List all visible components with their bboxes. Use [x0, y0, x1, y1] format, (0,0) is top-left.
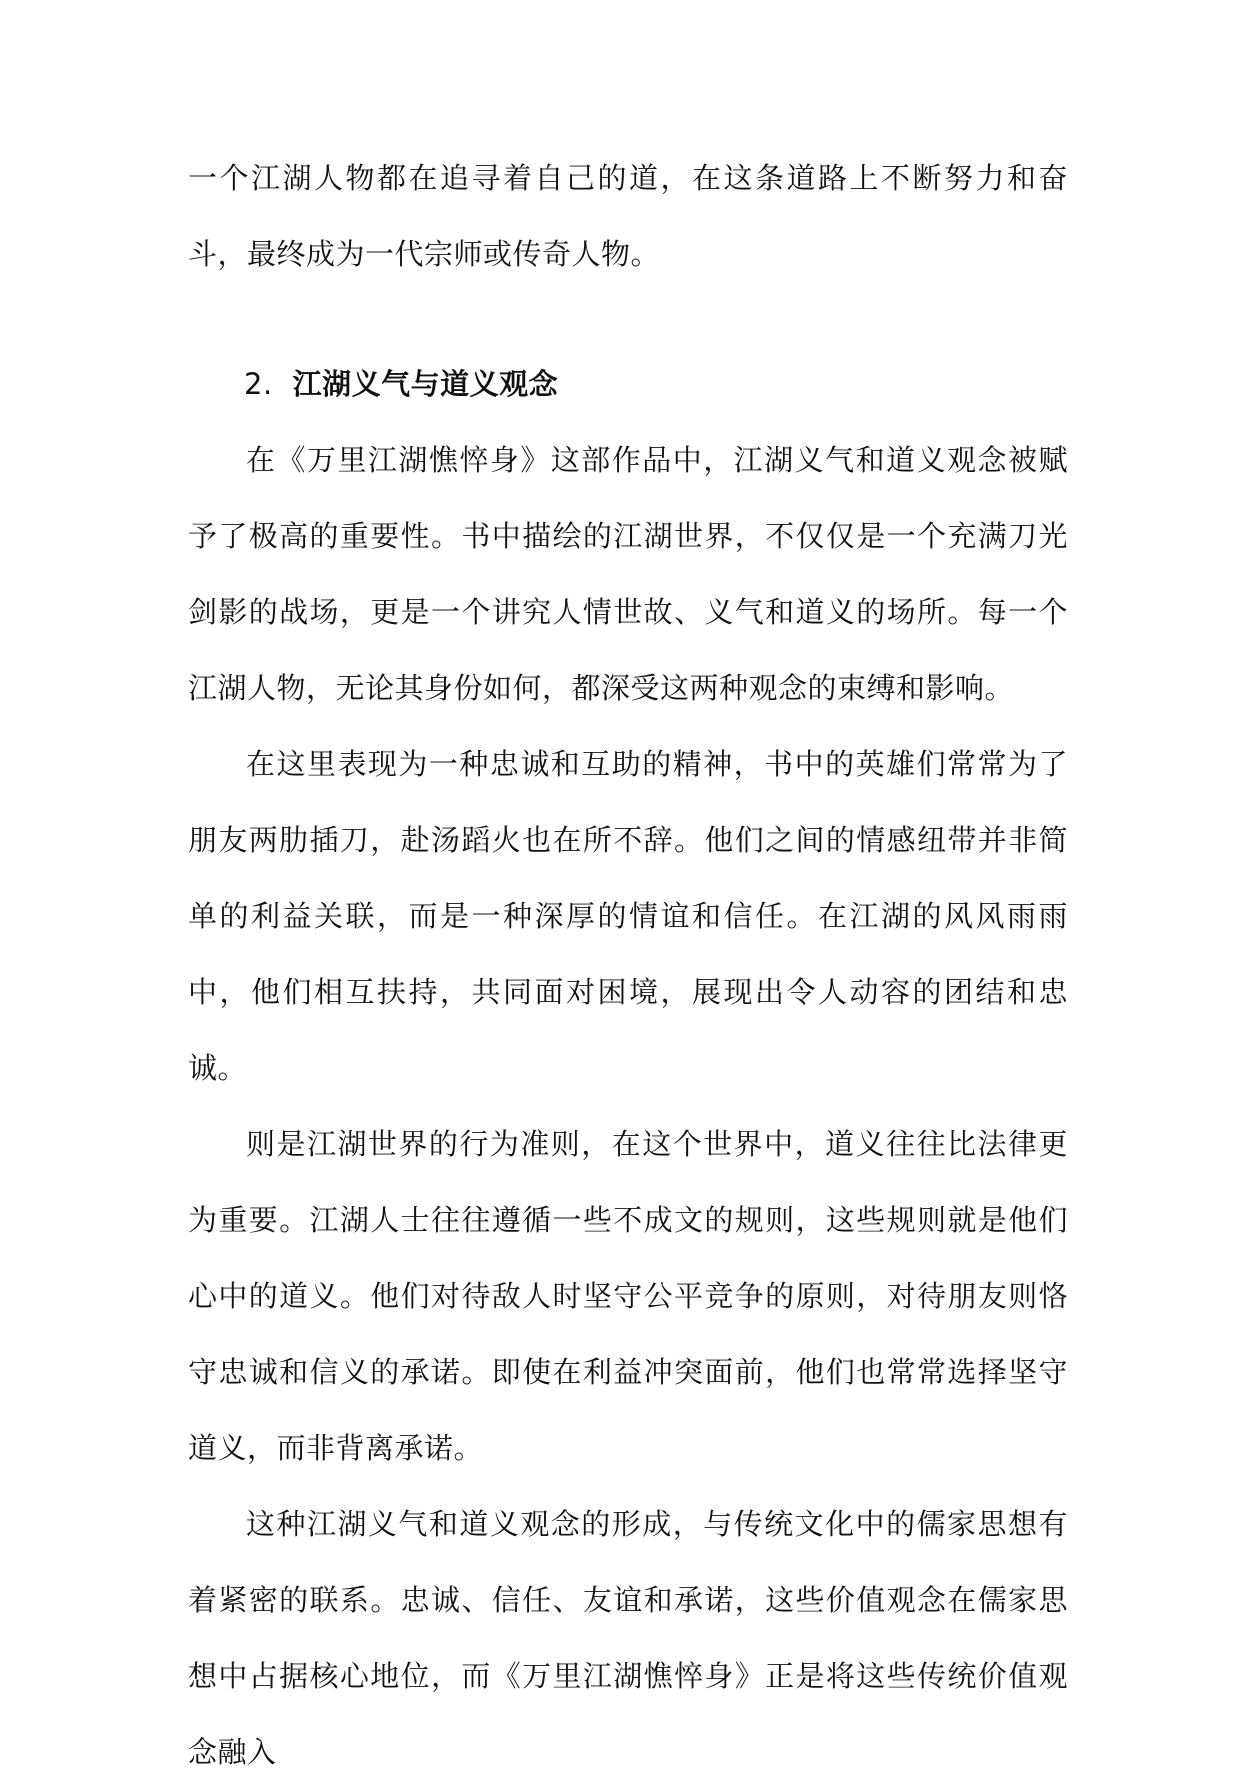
body-paragraph-1: 在《万里江湖憔悴身》这部作品中，江湖义气和道义观念被赋予了极高的重要性。书中描绘的江湖世界，不仅仅是一个充满刀光剑影的战场，更是一个讲究人情世故、义气和道义的场所。每一个江湖人物，无论其身份如何，都深受这两种观念的束缚和影响。	[188, 443, 1068, 705]
page-body	[188, 140, 1068, 1790]
body-paragraph-2: 在这里表现为一种忠诚和互助的精神，书中的英雄们常常为了朋友两肋插刀，赴汤蹈火也在所不辞。他们之间的情感纽带并非简单的利益关联，而是一种深厚的情谊和信任。在江湖的风风雨雨中，他们相互扶持，共同面对困境，展现出令人动容的团结和忠诚。	[188, 747, 1068, 1085]
continuation-paragraph: 一个江湖人物都在追寻着自己的道，在这条道路上不断努力和奋斗，最终成为一代宗师或传奇人物。	[188, 161, 1068, 271]
section-title: 江湖义气与道义观念	[292, 367, 559, 401]
section-number: 2.	[244, 367, 273, 401]
body-paragraph-4: 这种江湖义气和道义观念的形成，与传统文化中的儒家思想有着紧密的联系。忠诚、信任、友谊和承诺，这些价值观念在儒家思想中占据核心地位，而《万里江湖憔悴身》正是将这些传统价值观念融入	[188, 1507, 1068, 1769]
section-heading	[188, 346, 1068, 422]
body-paragraph-3: 则是江湖世界的行为准则，在这个世界中，道义往往比法律更为重要。江湖人士往往遵循一些不成文的规则，这些规则就是他们心中的道义。他们对待敌人时坚守公平竞争的原则，对待朋友则恪守忠诚和信义的承诺。即使在利益冲突面前，他们也常常选择坚守道义，而非背离承诺。	[188, 1127, 1068, 1465]
